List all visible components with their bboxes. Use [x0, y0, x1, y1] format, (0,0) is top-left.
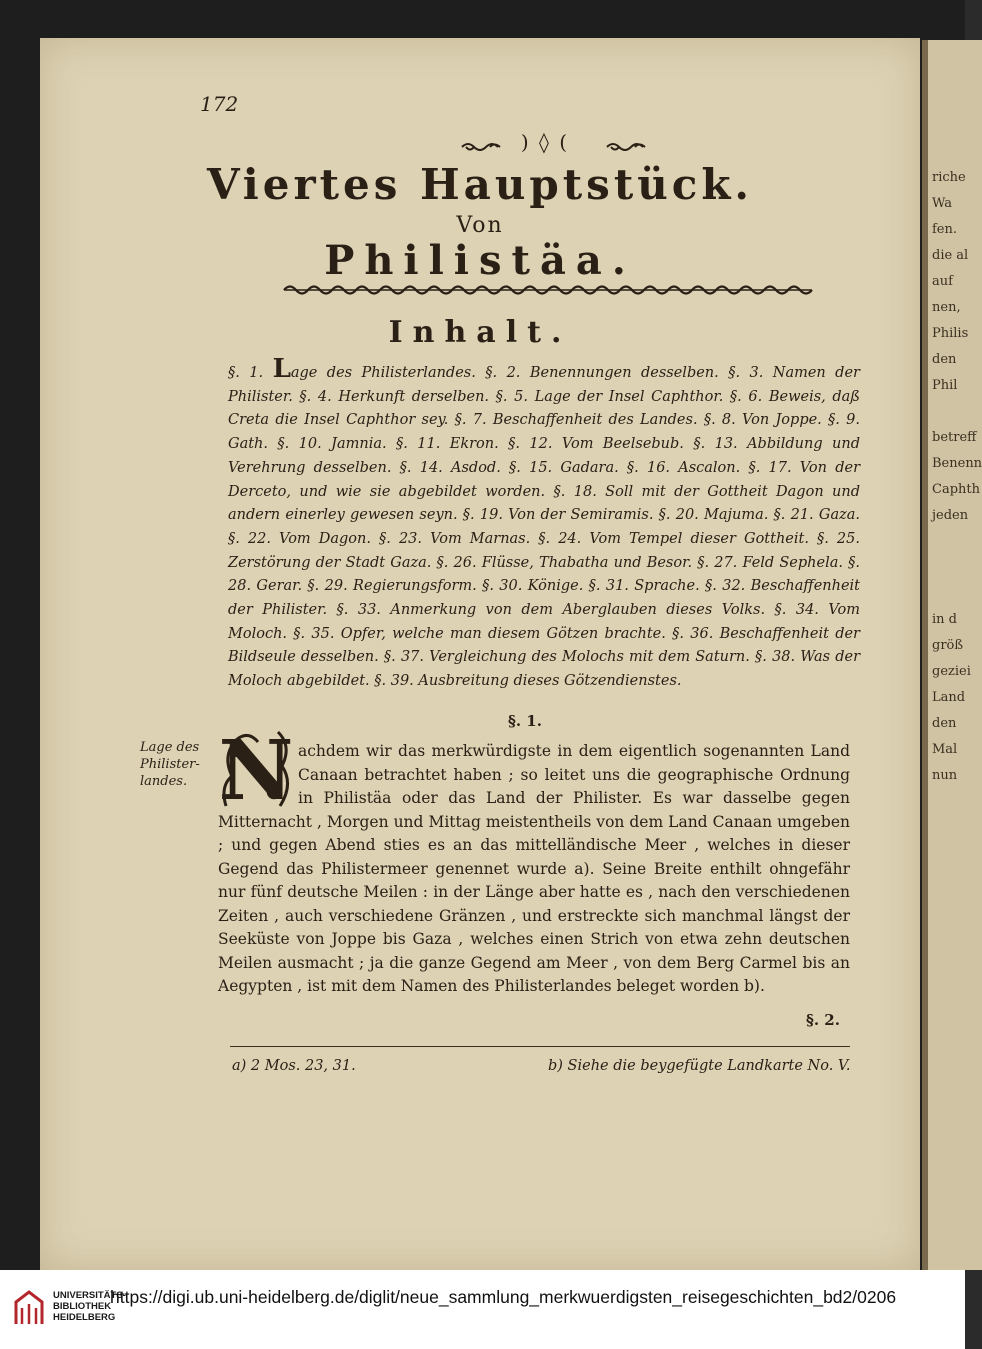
facing-page-fragment: die al [932, 248, 969, 263]
page-number: 172 [200, 92, 239, 116]
decorative-rule-icon [284, 282, 812, 298]
facing-page-fragment: Philis [932, 326, 969, 341]
facing-page-fragment: Mal [932, 742, 958, 757]
facing-page-fragment: nun [932, 768, 958, 783]
summary-drop-letter: L [272, 354, 291, 384]
footnote-rule [230, 1046, 850, 1047]
initial-letter: N [218, 723, 294, 819]
facing-page-fragment: den [932, 352, 957, 367]
facing-page-fragment: den [932, 716, 957, 731]
summary-lead: §. 1. [228, 365, 273, 381]
university-library-logo-icon [12, 1288, 46, 1328]
facing-page-fragment: jeden [932, 508, 969, 523]
facing-page-fragment: riche [932, 170, 966, 185]
facing-page-fragment: fen. [932, 222, 958, 237]
facing-page-fragment: in d [932, 612, 957, 627]
facing-page-fragment: Benenn [932, 456, 982, 471]
permalink-url[interactable]: https://digi.ub.uni-heidelberg.de/diglit/neue_sammlung_merkwuerdigsten_reisegeschichten_bd2/0206 [110, 1287, 897, 1307]
facing-page-fragment: geziei [932, 664, 971, 679]
contents-heading: Inhalt. [388, 315, 572, 350]
chapter-subject: Philistäa. [324, 237, 636, 284]
facing-page-fragment: Caphth [932, 482, 980, 497]
facing-page-fragment: nen, [932, 300, 961, 315]
facing-page-fragment: betreff [932, 430, 977, 445]
chapter-title: Viertes Hauptstück. [206, 160, 754, 209]
viewer-footer [0, 1270, 965, 1349]
facing-page-fragment: größ [932, 638, 964, 653]
library-name-line: BIBLIOTHEK [53, 1301, 112, 1312]
section-body [218, 740, 850, 999]
facing-page-fragment: Phil [932, 378, 958, 393]
ornament-right-icon [605, 140, 649, 154]
library-name-line: HEIDELBERG [53, 1312, 116, 1323]
footnote-a: a) 2 Mos. 23, 31. [232, 1058, 356, 1074]
contents-summary [228, 354, 860, 694]
marginal-note: Lage des Philister-landes. [140, 740, 200, 789]
catchword: §. 2. [806, 1011, 840, 1029]
facing-page-edge [922, 40, 982, 1270]
section-heading: §. 1. [508, 712, 542, 730]
footnote-b: b) Siehe die beygefügte Landkarte No. V. [548, 1058, 851, 1074]
summary-text: age des Philisterlandes. §. 2. Benennungen desselben. §. 3. Namen der Philister. §. 4. Herkunft derselben. §. 5. Lage der Insel Caphthor. §. 6. Beweis, daß Creta die Insel Caphthor sey. §. 7. Beschaffenheit des Landes. §. 8. Von Joppe. §. 9. Gath. §. 10. Jamnia. §. 11. Ekron. §. 12. Vom Beelsebub. §. 13. Abbildung und Verehrung desselben. §. 14. Asdod. §. 15. Gadara. §. 16. Ascalon. §. 17. Von der Derceto, und wie sie abgebildet worden. §. 18. Soll mit der Gottheit Dagon und andern einerley gewesen seyn. §. 19. Von der Semiramis. §. 20. Majuma. §. 21. Gaza. §. 22. Vom Dagon. §. 23. Vom Marnas. §. 24. Vom Tempel dieser Gottheit. §. 25. Zerstörung der Stadt Gaza. §. 26. Flüsse, Thabatha und Besor. §. 27. Feld Sephela. §. 28. Gerar. §. 29. Regierungsform. §. 30. Könige. §. 31. Sprache. §. 32. Beschaffenheit der Philister. §. 33. Anmerkung von dem Aberglauben dieses Volks. §. 34. Vom Moloch. §. 35. Opfer, welche man diesem Götzen brachte. §. 36. Beschaffenheit der Bildseule desselben. §. 37. Vergleichung des Molochs mit dem Saturn. §. 38. Was der Moloch abgebildet. §. 39. Ausbreitung dieses Götzendienstes. [228, 365, 860, 690]
chapter-von: Von [456, 213, 504, 238]
section-body-text: achdem wir das merkwürdigste in dem eigentlich sogenannten Land Canaan betrachtet haben ; so leitet uns die geographische Ordnung in Philistäa oder das Land der Philister. Es war dasselbe gegen Mitternacht , Morgen und Mittag meistentheils von dem Land Canaan umgeben ; und gegen Abend sties es an das mittelländische Meer , welches in dieser Gegend das Philistermeer genennet wurde a). Seine Breite enthilt ohngefähr nur fünf deutsche Meilen : in der Länge aber hatte es , nach den verschiedenen Zeiten , auch verschiedene Gränzen , und erstreckte sich manchmal längst der Seeküste von Joppe bis Gaza , welches einen Strich von etwa zehn deutschen Meilen ausmacht ; ja die ganze Gegend am Meer , von dem Berg Carmel bis an Aegypten , ist mit dem Namen des Philisterlandes beleget worden b). [218, 742, 850, 995]
page-gutter [922, 40, 928, 1270]
library-name-line: UNIVERSITÄTS- [53, 1290, 126, 1301]
facing-page-fragment: Land [932, 690, 966, 705]
facing-page-fragment: Wa [932, 196, 952, 211]
facing-page-fragment: auf [932, 274, 953, 289]
running-head: ) ◊ ( [520, 130, 570, 154]
